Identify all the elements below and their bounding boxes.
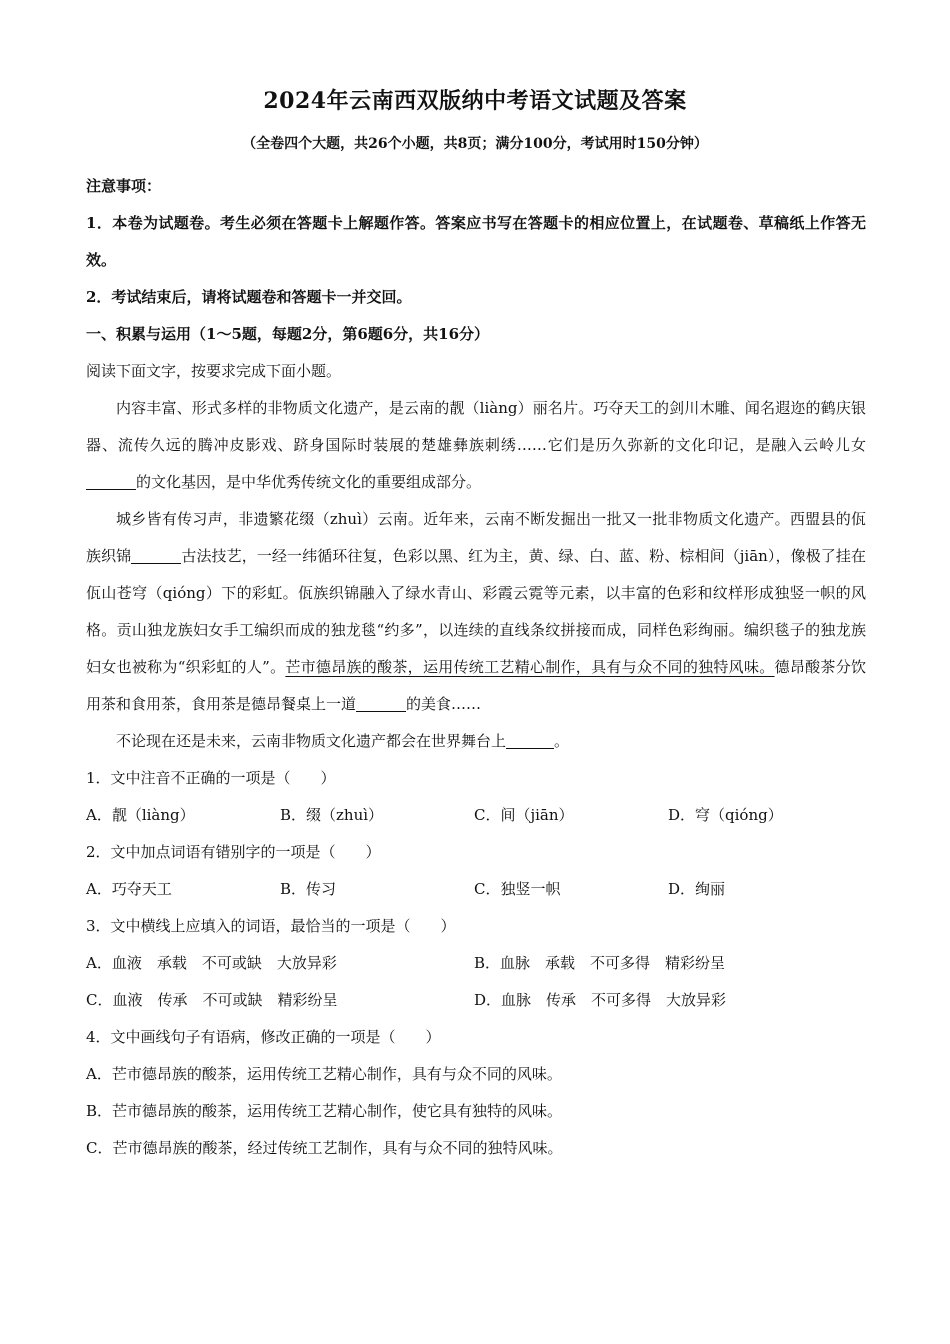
passage-paragraph-3 [86, 723, 866, 760]
fill-blank [86, 471, 136, 490]
option-d: D．绚丽 [668, 880, 726, 898]
option-c: C．芒市德昂族的酸茶，经过传统工艺制作，具有与众不同的独特风味。 [86, 1139, 563, 1157]
option-c: C．间（jiān） [474, 806, 574, 824]
option-a: A．血液 承载 不可或缺 大放异彩 [86, 954, 337, 972]
fill-blank [506, 730, 554, 749]
section-heading: 一、积累与运用（1～5题，每题2分，第6题6分，共16分） [86, 325, 490, 343]
passage-text: 不论现在还是未来，云南非物质文化遗产都会在世界舞台上 [116, 732, 507, 750]
option-c: C．血液 传承 不可或缺 精彩纷呈 [86, 991, 338, 1009]
passage-text: 内容丰富、形式多样的非物质文化遗产，是云南的靓（liàng）丽名片。巧夺天工的剑川木雕、闻名遐迩的鹤庆银器、流传久远的腾冲皮影戏、跻身国际时装展的楚雄彝族刺绣……它们是历久弥新的文化印记，是融入云岭儿女 [86, 399, 866, 454]
option-a: A．巧夺天工 [86, 880, 172, 898]
option-d: D．血脉 传承 不可多得 大放异彩 [474, 991, 727, 1009]
passage-text: 城乡皆有传习声，非遗繁花缀（zhuì）云南。近年来，云南不断发掘出一批又一批非物质文化遗产。西盟县的佤族织锦 [86, 510, 866, 565]
passage-text: 。 [554, 732, 570, 750]
question-stem: 4．文中画线句子有语病，修改正确的一项是（ ） [86, 1028, 441, 1046]
notice-item-1: 1．本卷为试题卷。考生必须在答题卡上解题作答。答案应书写在答题卡的相应位置上，在试题卷、草稿纸上作答无效。 [86, 214, 866, 269]
question-options [86, 945, 866, 982]
question-options [86, 797, 866, 834]
notice-item-2: 2．考试结束后，请将试题卷和答题卡一并交回。 [86, 288, 412, 306]
question-stem: 1．文中注音不正确的一项是（ ） [86, 769, 336, 787]
option-a: A．靓（liàng） [86, 806, 195, 824]
option-c: C．独竖一帜 [474, 880, 561, 898]
passage-text: 古法技艺，一经一纬循环往复，色彩以黑、红为主，黄、绿、白、蓝、粉、棕相间（jiān），像极了挂在佤山苍穹（qióng）下的彩虹。佤族织锦融入了绿水青山、彩霞云霓等元素，以丰富的色彩和纹样形成独竖一帜的风格。贡山独龙族妇女手工编织而成的独龙毯“约多”，以连续的直线条纹拼接而成，同样色彩绚丽。编织毯子的独龙族妇女也被称为“织彩虹的人”。 [86, 547, 866, 676]
question-stem: 3．文中横线上应填入的词语，最恰当的一项是（ ） [86, 917, 456, 935]
passage-paragraph-1 [86, 390, 866, 501]
fill-blank [131, 545, 181, 564]
passage-text: 的文化基因，是中华优秀传统文化的重要组成部分。 [136, 473, 482, 491]
notice-heading: 注意事项： [86, 177, 162, 195]
fill-blank [356, 693, 406, 712]
option-b: B．血脉 承载 不可多得 精彩纷呈 [474, 954, 726, 972]
passage-text: 的美食…… [406, 695, 482, 713]
option-d: D．穹（qióng） [668, 806, 783, 824]
exam-content [86, 168, 866, 1167]
page-title: 2024年云南西双版纳中考语文试题及答案 [263, 88, 687, 114]
passage-paragraph-2 [86, 501, 866, 723]
passage-text: 德昂酸茶分饮用茶和食用茶，食用茶是德昂餐桌上一道 [86, 658, 866, 713]
section-instruction: 阅读下面文字，按要求完成下面小题。 [86, 362, 342, 380]
underlined-sentence: 芒市德昂族的酸茶，运用传统工艺精心制作，具有与众不同的独特风味。 [285, 658, 775, 676]
exam-info: （全卷四个大题，共26个小题，共8页；满分100分，考试用时150分钟） [242, 136, 708, 152]
question-options [86, 871, 866, 908]
question-stem: 2．文中加点词语有错别字的一项是（ ） [86, 843, 381, 861]
option-b: B．芒市德昂族的酸茶，运用传统工艺精心制作，使它具有独特的风味。 [86, 1102, 563, 1120]
question-options [86, 982, 866, 1019]
option-b: B．缀（zhuì） [280, 806, 384, 824]
option-b: B．传习 [280, 880, 337, 898]
option-a: A．芒市德昂族的酸茶，运用传统工艺精心制作，具有与众不同的风味。 [86, 1065, 562, 1083]
